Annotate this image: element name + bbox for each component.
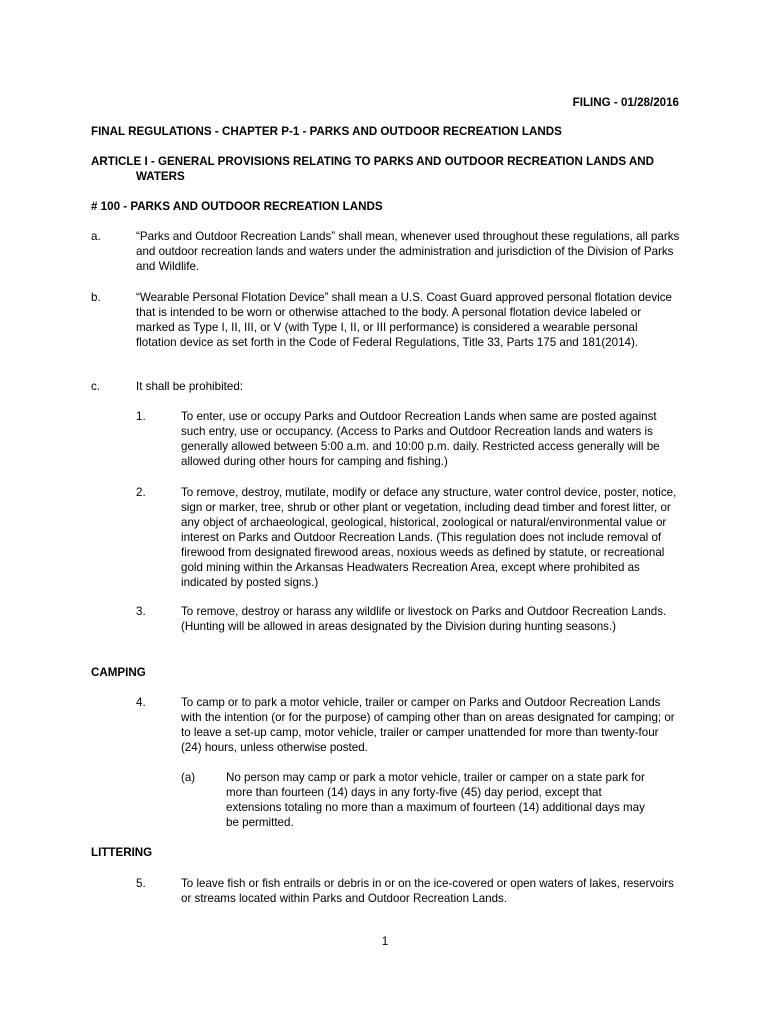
- paragraph-c-label: c.: [91, 380, 101, 393]
- item-4-label: 4.: [136, 696, 146, 709]
- item-5-text: To leave fish or fish entrails or debris in or on the ice-covered or open waters of lakes, reservoirs or streams located within Parks and Outdoor Recreation Lands.: [181, 877, 674, 905]
- item-2-label: 2.: [136, 486, 146, 499]
- filing-date: FILING - 01/28/2016: [572, 96, 679, 109]
- paragraph-a-label: a.: [91, 230, 101, 243]
- item-2-text: To remove, destroy, mutilate, modify or deface any structure, water control device, poster, notice, sign or marker, tree, shrub or other plant or vegetation, including dead timber and forest litter, or any object of archaeological, geological, historical, zoological or natural/environmental value or interest on Parks and Outdoor Recreation Lands. (This regulation does not include removal of firewood from designated firewood areas, noxious weeds as defined by statute, or recreational gold mining within the Arkansas Headwaters Recreation Area, except where prohibited as indicated by posted signs.): [181, 486, 677, 589]
- item-1-text: To enter, use or occupy Parks and Outdoor Recreation Lands when same are posted against such entry, use or occupancy. (Access to Parks and Outdoor Recreation lands and waters is generally allowed between 5:00 a.m. and 10:00 p.m. daily. Restricted access generally will be allowed during other hours for camping and fishing.): [181, 410, 660, 468]
- paragraph-b-text: “Wearable Personal Flotation Device” shall mean a U.S. Coast Guard approved personal flotation device that is intended to be worn or otherwise attached to the body. A personal flotation device labeled or marked as Type I, II, III, or V (with Type I, II, or III performance) is considered a wearable personal flotation device as set forth in the Code of Federal Regulations, Title 33, Parts 175 and 181(2014).: [136, 291, 672, 349]
- item-3-label: 3.: [136, 605, 146, 618]
- littering-heading: LITTERING: [91, 846, 153, 859]
- item-5-label: 5.: [136, 877, 146, 890]
- item-4-text: To camp or to park a motor vehicle, trailer or camper on Parks and Outdoor Recreation Lands with the intention (or for the purpose) of camping other than on areas designated for camping; or to leave a set-up camp, motor vehicle, trailer or camper unattended for more than twenty-four (24) hours, unless otherwise posted.: [181, 696, 675, 754]
- camping-heading: CAMPING: [91, 666, 146, 679]
- paragraph-b-label: b.: [91, 291, 101, 304]
- paragraph-a-text: “Parks and Outdoor Recreation Lands” shall mean, whenever used throughout these regulations, all parks and outdoor recreation lands and waters under the administration and jurisdiction of the Division of Parks and Wildlife.: [136, 230, 680, 273]
- chapter-title: FINAL REGULATIONS - CHAPTER P-1 - PARKS AND OUTDOOR RECREATION LANDS: [91, 125, 562, 138]
- item-1-label: 1.: [136, 410, 146, 423]
- article-title: ARTICLE I - GENERAL PROVISIONS RELATING TO PARKS AND OUTDOOR RECREATION LANDS AND WATERS: [91, 155, 654, 183]
- item-3-text: To remove, destroy or harass any wildlife or livestock on Parks and Outdoor Recreation Lands. (Hunting will be allowed in areas designated by the Division during hunting seasons.): [181, 605, 667, 633]
- sub-item-a-label: (a): [181, 771, 196, 784]
- paragraph-c-text: It shall be prohibited:: [136, 380, 243, 393]
- sub-item-a-text: No person may camp or park a motor vehicle, trailer or camper on a state park for more than fourteen (14) days in any forty-five (45) day period, except that extensions totaling no more than a maximum of fourteen (14) additional days may be permitted.: [226, 771, 645, 829]
- page-number: 1: [381, 935, 389, 948]
- section-title: # 100 - PARKS AND OUTDOOR RECREATION LANDS: [91, 200, 383, 213]
